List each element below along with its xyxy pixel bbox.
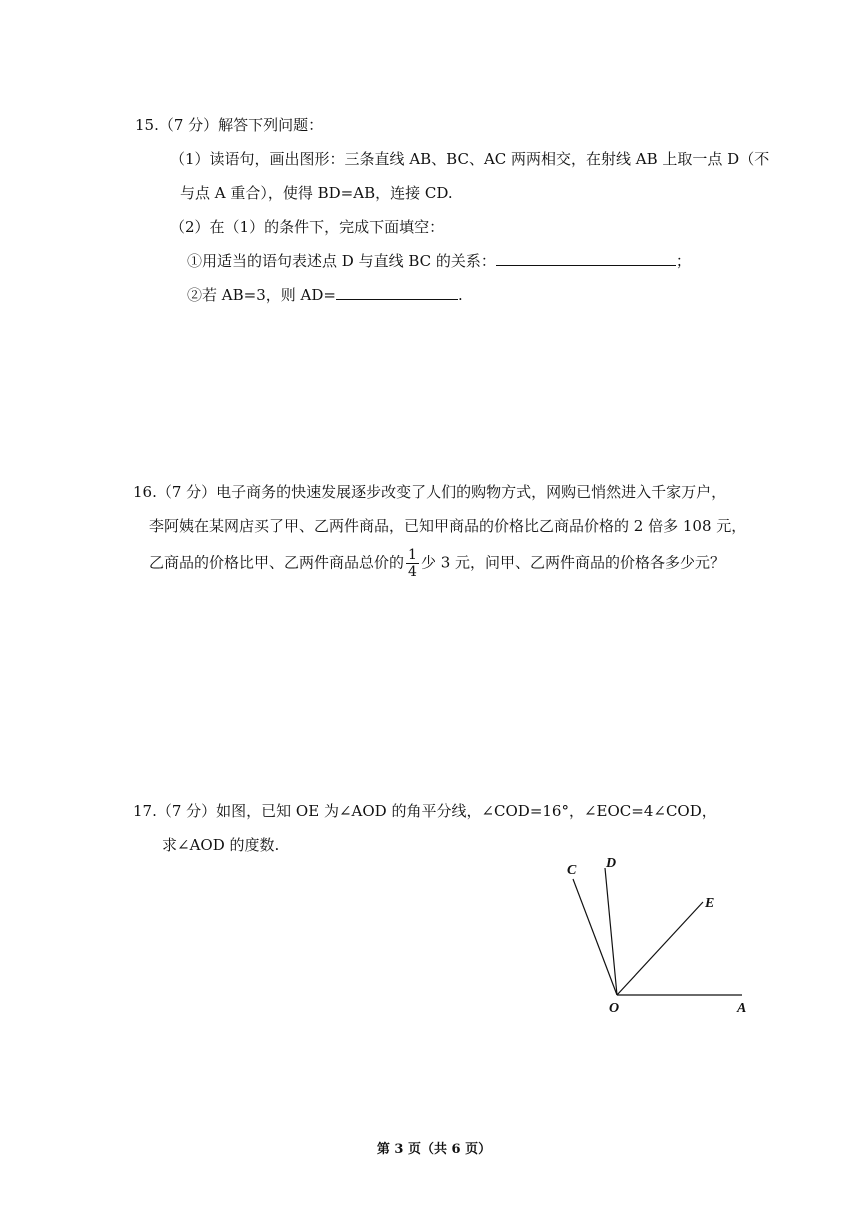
q15-item1 [187, 250, 691, 271]
q15-stem: 15.（7 分）解答下列问题： [135, 116, 324, 134]
ray-OE [617, 902, 703, 995]
label-D: D [606, 856, 617, 871]
ray-OC [573, 879, 617, 995]
page-footer: 第 3 页（共 6 页） [376, 1142, 492, 1157]
q15-item2-text: ②若 AB=3，则 AD= [187, 286, 336, 304]
angle-figure [560, 850, 760, 1020]
fraction-one-quarter [406, 547, 419, 580]
q16-line1: 16.（7 分）电子商务的快速发展逐步改变了人们的购物方式，网购已悄然进入千家万户， [133, 483, 727, 501]
label-A: A [737, 1001, 747, 1016]
label-O: O [609, 1001, 620, 1016]
q15-item2-end: . [457, 286, 463, 304]
q15-part1-line1: （1）读语句，画出图形：三条直线 AB、BC、AC 两两相交，在射线 AB 上取一点 D（不 [170, 150, 770, 168]
q15-item2-answer-blank[interactable] [336, 285, 458, 300]
q15-item1-end: ； [675, 252, 691, 270]
fraction-numerator: 1 [408, 547, 417, 563]
q17-line2: 求∠AOD 的度数. [162, 836, 280, 854]
q17-line1: 17.（7 分）如图，已知 OE 为∠AOD 的角平分线，∠COD=16°，∠EOC=4∠COD， [133, 802, 717, 820]
q16-line3-before: 乙商品的价格比甲、乙两件商品总价的 [149, 553, 405, 572]
q15-item2 [187, 284, 463, 305]
q15-part1-line2: 与点 A 重合），使得 BD=AB，连接 CD. [180, 184, 453, 202]
q16-line3 [149, 547, 725, 580]
q16-line2: 李阿姨在某网店买了甲、乙两件商品，已知甲商品的价格比乙商品价格的 2 倍多 108 元， [149, 517, 747, 535]
q15-part2: （2）在（1）的条件下，完成下面填空： [170, 218, 445, 236]
ray-OD [605, 868, 617, 995]
label-E: E [705, 896, 715, 911]
fraction-denominator: 4 [408, 564, 417, 580]
q15-item1-answer-blank[interactable] [496, 251, 676, 266]
q15-item1-text: ①用适当的语句表述点 D 与直线 BC 的关系： [187, 252, 496, 270]
label-C: C [567, 863, 577, 878]
q16-line3-after: 少 3 元，问甲、乙两件商品的价格各多少元？ [420, 553, 726, 572]
